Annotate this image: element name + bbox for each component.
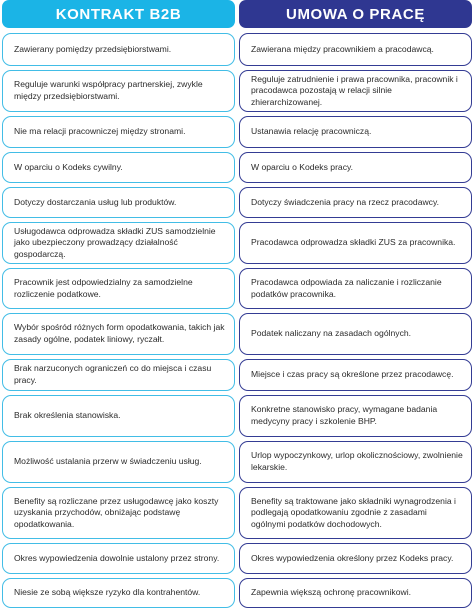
cell-uop-6 bbox=[239, 222, 472, 264]
cell-b2b-5 bbox=[2, 187, 235, 218]
cell-text: Ustanawia relację pracowniczą. bbox=[251, 126, 372, 137]
cell-b2b-9 bbox=[2, 359, 235, 391]
cell-text: Pracodawca odpowiada za naliczanie i rozliczanie podatków pracownika. bbox=[251, 276, 442, 299]
cell-text: W oparciu o Kodeks cywilny. bbox=[14, 161, 123, 172]
cell-text: Urlop wypoczynkowy, urlop okolicznościowy, zwolnienie lekarskie. bbox=[251, 450, 463, 472]
cell-b2b-7 bbox=[2, 268, 235, 309]
cell-text: Miejsce i czas pracy są określone przez pracodawcę. bbox=[251, 369, 454, 380]
cell-text: Wybór spośród różnych form opodatkowania, takich jak zasady ogólne, podatek liniowy, ryczałt. bbox=[14, 322, 225, 344]
cell-b2b-12 bbox=[2, 487, 235, 539]
cell-text: Dotyczy dostarczania usług lub produktów. bbox=[14, 196, 177, 207]
column-umowa-o-prace bbox=[239, 0, 472, 598]
header-b2b: KONTRAKT B2B bbox=[2, 0, 235, 28]
cell-text: Brak określenia stanowiska. bbox=[14, 410, 121, 421]
cell-b2b-8 bbox=[2, 313, 235, 355]
cell-text: Okres wypowiedzenia dowolnie ustalony przez strony. bbox=[14, 552, 220, 563]
cell-text: Możliwość ustalania przerw w świadczeniu usług. bbox=[14, 456, 202, 467]
cell-b2b-10 bbox=[2, 395, 235, 437]
header-umowa-o-prace: UMOWA O PRACĘ bbox=[239, 0, 472, 28]
cell-uop-1 bbox=[239, 33, 472, 66]
cell-text: W oparciu o Kodeks pracy. bbox=[251, 161, 354, 172]
cell-text: Reguluje warunki współpracy partnerskiej, zwykle między przedsiębiorstwami. bbox=[14, 79, 203, 101]
cell-text: Niesie ze sobą większe ryzyko dla kontrahentów. bbox=[14, 587, 201, 598]
cell-text: Nie ma relacji pracowniczej między stronami. bbox=[14, 126, 186, 137]
cell-b2b-14 bbox=[2, 578, 235, 608]
cell-text: Podatek naliczany na zasadach ogólnych. bbox=[251, 328, 412, 339]
cell-uop-9 bbox=[239, 359, 472, 391]
cell-text: Usługodawca odprowadza składki ZUS samodzielnie jako ubezpieczony prowadzący działalność gospodarczą. bbox=[14, 225, 216, 259]
cell-uop-14 bbox=[239, 578, 472, 608]
cell-text: Okres wypowiedzenia określony przez Kodeks pracy. bbox=[251, 552, 454, 563]
cell-text: Zawierana między pracownikiem a pracodawcą. bbox=[251, 43, 434, 54]
cell-b2b-2 bbox=[2, 70, 235, 112]
cell-text: Brak narzuconych ograniczeń co do miejsca i czasu pracy. bbox=[14, 363, 212, 385]
cell-b2b-1 bbox=[2, 33, 235, 66]
cell-uop-5 bbox=[239, 187, 472, 218]
cell-text: Pracodawca odprowadza składki ZUS za pracownika. bbox=[251, 237, 456, 248]
cell-text: Benefity są traktowane jako składniki wynagrodzenia i podlegają opodatkowaniu zgodnie z zasadami ogólnymi podatków dochodowych. bbox=[251, 495, 456, 529]
cell-text: Reguluje zatrudnienie i prawa pracownika, pracownik i pracodawca pozostają w relacji silnie zhierarchizowanej. bbox=[251, 73, 458, 107]
cell-uop-12 bbox=[239, 487, 472, 539]
cell-b2b-3 bbox=[2, 116, 235, 148]
cell-text: Zawierany pomiędzy przedsiębiorstwami. bbox=[14, 43, 172, 54]
cell-b2b-11 bbox=[2, 441, 235, 483]
cell-uop-7 bbox=[239, 268, 472, 309]
cell-uop-11 bbox=[239, 441, 472, 483]
cell-uop-10 bbox=[239, 395, 472, 437]
cell-b2b-6 bbox=[2, 222, 235, 264]
cell-text: Benefity są rozliczane przez usługodawcę jako koszty uzyskania przychodów, obniżając podstawę opodatkowania. bbox=[14, 495, 219, 529]
cell-b2b-4 bbox=[2, 152, 235, 183]
cell-text: Dotyczy świadczenia pracy na rzecz pracodawcy. bbox=[251, 196, 440, 207]
cell-text: Konkretne stanowisko pracy, wymagane badania medycyny pracy i szkolenie BHP. bbox=[251, 404, 438, 426]
column-b2b bbox=[2, 0, 235, 598]
cell-b2b-13 bbox=[2, 543, 235, 574]
cell-uop-13 bbox=[239, 543, 472, 574]
cell-uop-2 bbox=[239, 70, 472, 112]
cell-text: Pracownik jest odpowiedzialny za samodzielne rozliczenie podatkowe. bbox=[14, 276, 193, 299]
cell-text: Zapewnia większą ochronę pracownikowi. bbox=[251, 587, 412, 598]
cell-uop-8 bbox=[239, 313, 472, 355]
cell-uop-4 bbox=[239, 152, 472, 183]
cell-uop-3 bbox=[239, 116, 472, 148]
